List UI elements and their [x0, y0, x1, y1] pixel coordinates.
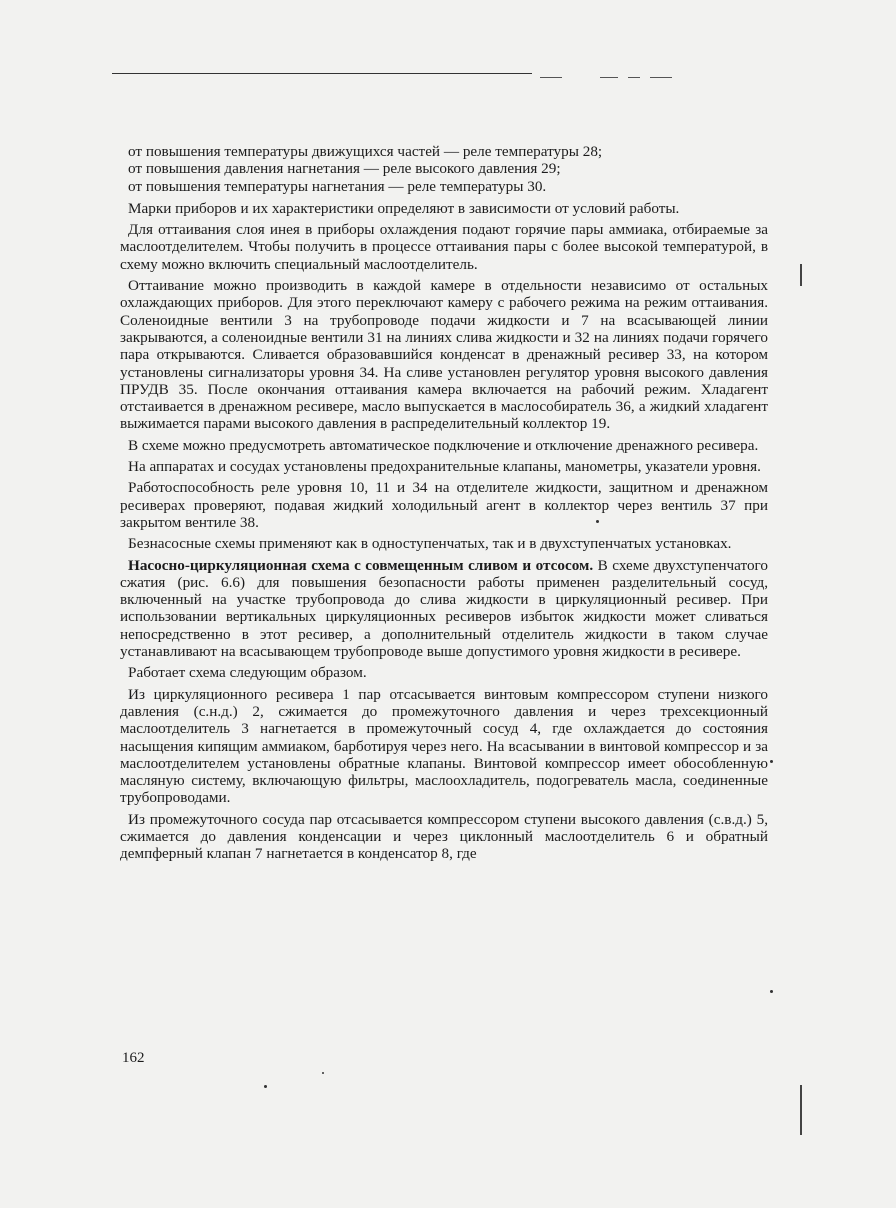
scan-speck	[322, 1072, 324, 1074]
paragraph: В схеме можно предусмотреть автоматическое подключение и отключение дренажного ресивера.	[128, 436, 759, 454]
paragraph: Из промежуточного сосуда пар отсасывается компрессором ступени высокого давления (с.в.д.) 5, сжимается до давления конденсации и через циклонный маслоотделитель 6 и обратный демпферный клапан 7 нагнетается в конденсатор 8, где	[120, 810, 768, 863]
scan-speck	[770, 760, 773, 763]
paragraph: Для оттаивания слоя инея в приборы охлаждения подают горячие пары аммиака, отбираемые за маслоотделителем. Чтобы получить в процессе оттаивания пары с более высокой температурой, в схему можно включить специальный маслоотделитель.	[120, 221, 768, 273]
top-rule	[112, 73, 532, 74]
list-line: от повышения давления нагнетания — реле высокого давления 29;	[128, 160, 561, 178]
scan-speck	[596, 520, 599, 523]
section-heading: Насосно-циркуляционная схема с совмещенным сливом и отсосом.	[128, 556, 594, 574]
margin-mark	[800, 264, 802, 286]
paragraph: Работоспособность реле уровня 10, 11 и 34 на отделителе жидкости, защитном и дренажном ресиверах проверяют, подавая жидкий холодильный агент в коллектор через вентиль 37 при закрытом вентиле 38.	[120, 479, 768, 531]
document-body	[120, 143, 768, 867]
top-rule-dash	[628, 77, 640, 78]
list-line: от повышения температуры нагнетания — реле температуры 30.	[128, 177, 547, 195]
top-rule-dash	[600, 77, 618, 78]
paragraph: Марки приборов и их характеристики определяют в зависимости от условий работы.	[128, 199, 680, 217]
paragraph: На аппаратах и сосудах установлены предохранительные клапаны, манометры, указатели уровня.	[128, 458, 761, 476]
margin-mark	[800, 1085, 802, 1135]
top-rule-dash	[540, 77, 562, 78]
page-number: 162	[122, 1050, 145, 1066]
paragraph-with-heading	[120, 557, 768, 661]
top-rule-dash	[650, 77, 672, 78]
paragraph: Работает схема следующим образом.	[128, 664, 367, 682]
paragraph-text: В схеме двухступенчатого сжатия (рис. 6.6) для повышения безопасности работы применен разделительный сосуд, включенный на участке трубопровода до слива жидкости в циркуляционный ресивер. При использовании вертикальных циркуляционных ресиверов избыток жидкости может сливаться непосредственно в этот ресивер, а дополнительный отделитель жидкости в таком случае устанавливают на всасывающем трубопроводе выше допустимого уровня жидкости в ресивере.	[120, 556, 769, 661]
list-line: от повышения температуры движущихся частей — реле температуры 28;	[128, 143, 603, 160]
scan-speck	[264, 1085, 267, 1088]
paragraph: Из циркуляционного ресивера 1 пар отсасывается винтовым компрессором ступени низкого давления (с.н.д.) 2, сжимается до промежуточного давления и через трехсекционный маслоотделитель 3 нагнетается в промежуточный сосуд 4, где охлаждается до состояния насыщения кипящим аммиаком, барботируя через него. На всасывании в винтовой компрессор и за маслоотделителем установлены обратные клапаны. Винтовой компрессор имеет обособленную масляную систему, включающую фильтры, маслоохладитель, подогреватель масла, соединенные трубопроводами.	[120, 685, 768, 807]
paragraph: Безнасосные схемы применяют как в одноступенчатых, так и в двухступенчатых установках.	[128, 535, 732, 553]
paragraph: Оттаивание можно производить в каждой камере в отдельности независимо от остальных охлаждающих приборов. Для этого переключают камеру с рабочего режима на режим оттаивания. Соленоидные вентили 3 на трубопроводе подачи жидкости и 7 на всасывающей линии закрываются, а соленоидные вентили 31 на линиях слива жидкости и 32 на линиях подачи горячего пара открываются. Сливается образовавшийся конденсат в дренажный ресивер 33, на котором установлены сигнализаторы уровня 34. На сливе установлен регулятор уровня высокого давления ПРУДВ 35. После окончания оттаивания камера включается на рабочий режим. Хладагент отстаивается в дренажном ресивере, масло выпускается в маслособиратель 36, а жидкий хладагент выжимается парами высокого давления в распределительный коллектор 19.	[120, 277, 768, 433]
scan-speck	[770, 990, 773, 993]
